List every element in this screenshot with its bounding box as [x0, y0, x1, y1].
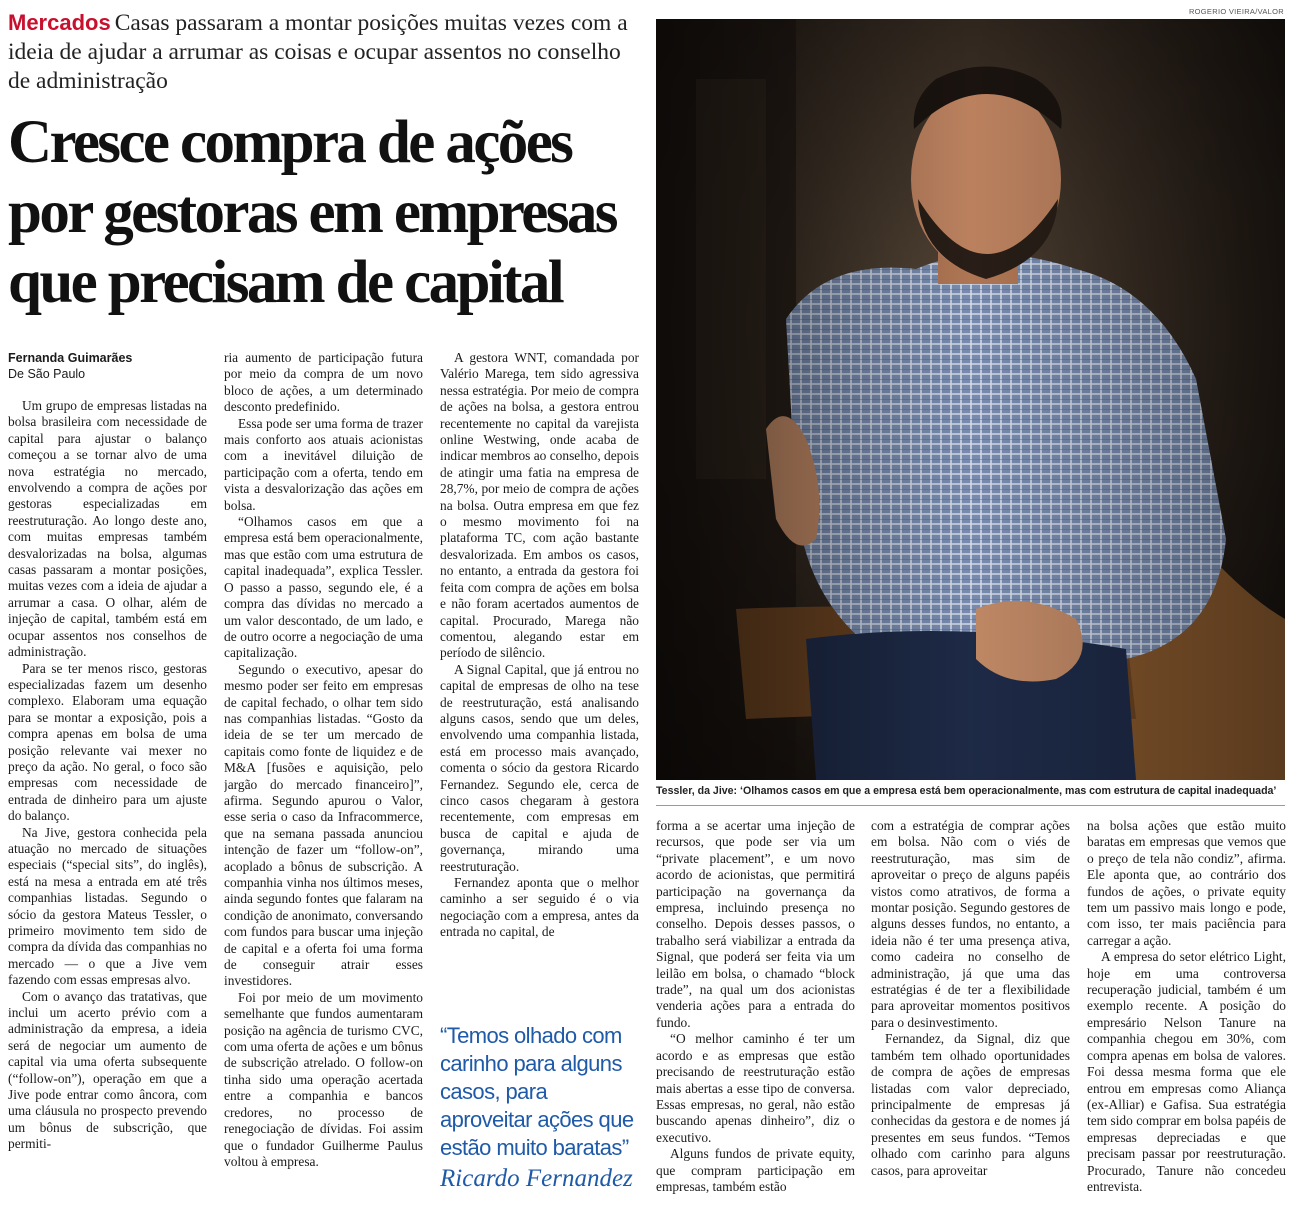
- article-headline: Cresce compra de ações por gestoras em empresas que precisam de capital: [8, 109, 616, 316]
- article-column-3: [440, 350, 639, 1010]
- paragraph: Fernandez, da Signal, diz que também tem olhado oportunidades de compra de ações de empresas listadas com valor depreciado, principalmente de empresas já conhecidas da gestora e de nomes já presentes em seus fundos. “Temos olhado com carinho para alguns casos, para aproveitar: [871, 1031, 1070, 1178]
- pull-quote-author: Ricardo Fernandez: [440, 1165, 633, 1192]
- paragraph: na bolsa ações que estão muito baratas em empresas que vemos que o preço de tela não condiz”, afirma. Ele aponta que, ao contrário dos fundos de ações, o private equity tem um passivo mais longo e pode, com isso, ter mais paciência para carregar a ação.: [1087, 818, 1286, 948]
- kicker-text: Casas passaram a montar posições muitas vezes com a ideia de ajudar a arrumar as coisas e ocupar assentos no conselho de administração: [8, 10, 628, 94]
- paragraph: “O melhor caminho é ter um acordo e as empresas que estão precisando de reestruturação estão mais abertas a esse tipo de conversa. Essas empresas, no geral, não estão buscando apenas dinheiro”, diz o executivo.: [656, 1031, 855, 1145]
- paragraph: Na Jive, gestora conhecida pela atuação no mercado de situações especiais (“special sits”, do inglês), está na mesa a entrada em até três companhias listadas. Segundo o sócio da gestora Mateus Tessler, o primeiro movimento tem sido de compra da dívida das companhias no mercado — o que a Jive vem fazendo com essas empresas alvo.: [8, 824, 207, 988]
- photo-credit: ROGERIO VIEIRA/VALOR: [1188, 7, 1284, 16]
- paragraph: Alguns fundos de private equity, que compram participação em empresas, também estão: [656, 1146, 855, 1194]
- article-column-4: [656, 818, 855, 1210]
- caption-divider: [656, 805, 1285, 806]
- byline-place: De São Paulo: [8, 367, 86, 381]
- article-column-6: [1087, 818, 1286, 1210]
- paragraph: A Signal Capital, que já entrou no capital de empresas de olho na tese de reestruturação, está analisando alguns casos, sendo que um deles, envolvendo uma companhia listada, está em processo mais avançado, comenta o sócio da gestora Ricardo Fernandez. Segundo ele, cerca de cinco casos chegaram à gestora recentemente, com empresas em busca de capital e ajuda de governança, mirando uma reestruturação.: [440, 661, 639, 874]
- byline: [8, 350, 218, 382]
- paragraph: Essa pode ser uma forma de trazer mais conforto aos atuais acionistas com a inevitável diluição de participação com a oferta, tendo em vista a desvalorização das ações em bolsa.: [224, 415, 423, 513]
- byline-author: Fernanda Guimarães: [8, 351, 133, 365]
- pull-quote: [440, 1022, 640, 1194]
- article-column-1: [8, 398, 207, 1210]
- paragraph: Fernandez aponta que o melhor caminho a ser seguido é o via negociação com a empresa, antes da entrada no capital, de: [440, 875, 639, 940]
- paragraph: forma a se acertar uma injeção de recursos, que pode ser via um “private placement”, e um novo acordo de acionistas, que permitirá participação na governança da empresa, incluindo presença no conselho. Depois desses passos, o trabalho será viabilizar a entrada da Signal, que poderá ser feita via um leilão em bolsa, o chamado “block trade”, na qual um dos acionistas venderia ações para a entrada do fundo.: [656, 818, 855, 1030]
- pull-quote-text: “Temos olhado com carinho para alguns casos, para aproveitar ações que estão muito baratas”: [440, 1023, 634, 1160]
- paragraph: Para se ter menos risco, gestoras especializadas fazem um desenho complexo. Elaboram uma equação para se montar a exposição, pois a compra apenas em bolsa de uma posição relevante vai mexer no preço da ação. No geral, o foco são empresas com necessidade de entrada de dinheiro para um ajuste do balanço.: [8, 660, 207, 824]
- paragraph: Segundo o executivo, apesar do mesmo poder ser feito em empresas de capital fechado, o olhar tem sido nas companhias listadas. “Gosto da ideia de se ter um mercado de capitais como fonte de liquidez e de M&A [fusões e aquisição, pelo jargão do mercado financeiro]”, afirma. Segundo apurou o Valor, esse seria o caso da Infracommerce, que na semana passada anunciou intenção de fazer um “follow-on”, acoplado a bônus de subscrição. A companhia vinha nos últimos meses, ainda segundo fontes que falaram na condição de anonimato, conversando com fundos para buscar uma injeção de capital e a oferta foi uma forma de conseguir atrair esses investidores.: [224, 661, 423, 989]
- portrait-photo: [656, 19, 1285, 780]
- paragraph: ria aumento de participação futura por meio da compra de um novo bloco de ações, a um determinado desconto predefinido.: [224, 350, 423, 415]
- paragraph: Com o avanço das tratativas, que inclui um acerto prévio com a administração da empresa, a ideia será de negociar um aumento de capital via uma oferta subsequente (“follow-on”), operação em que a Jive pode entrar como âncora, com uma cláusula no prospecto prevendo um bônus de subscrição, que permiti-: [8, 988, 207, 1152]
- portrait-illustration: [656, 19, 1285, 780]
- paragraph: Um grupo de empresas listadas na bolsa brasileira com necessidade de capital para ajustar o balanço começou a se tornar alvo de uma nova estratégia no mercado, envolvendo a compra de ações por gestoras especializadas em reestruturação. Ao longo deste ano, com muitas empresas também desvalorizadas na bolsa, algumas casas passaram a montar posições, muitas vezes com a ideia de ajudar a arrumar a casa. O olhar, além de injeção de capital, também está em ocupar assentos nos conselhos de administração.: [8, 398, 207, 660]
- section-tag: Mercados: [8, 10, 111, 35]
- article-column-5: [871, 818, 1070, 1210]
- photo-caption: Tessler, da Jive: ‘Olhamos casos em que a empresa está bem operacionalmente, mas com estrutura de capital inadequada’: [656, 785, 1277, 797]
- article-kicker: [8, 8, 643, 96]
- article-column-2: [224, 350, 423, 1210]
- paragraph: com a estratégia de comprar ações em bolsa. Não com o viés de reestruturação, mas sim de aproveitar o preço de alguns papéis vistos como atrativos, de forma a montar posição. Segundo gestores de alguns desses fundos, no entanto, a ideia não é ter uma presença ativa, como cadeira no conselho de administração, já que uma das estratégias é de ter a flexibilidade para aproveitar momentos positivos para o desinvestimento.: [871, 818, 1070, 1030]
- paragraph: “Olhamos casos em que a empresa está bem operacionalmente, mas que estão com uma estrutura de capital inadequada”, explica Tessler. O passo a passo, segundo ele, é a compra das dívidas no mercado a um valor descontado, de um lado, e de outro ocorre a negociação de uma capitalização.: [224, 514, 423, 661]
- paragraph: A empresa do setor elétrico Light, hoje em uma controversa recuperação judicial, também é um exemplo recente. A posição do empresário Nelson Tanure na companhia chegou em 30%, com compra apenas em bolsa de valores. Foi dessa mesma forma que ele entrou em empresas como Aliança (ex-Alliar) e Gafisa. Sua estratégia tem sido comprar em bolsa papéis de empresas depreciadas e que precisam passar por reestruturação. Procurado, Tanure não concedeu entrevista.: [1087, 949, 1286, 1194]
- paragraph: A gestora WNT, comandada por Valério Marega, tem sido agressiva nessa estratégia. Por meio de compra de ações na bolsa, a gestora entrou recentemente no capital da varejista online Westwing, onde acaba de indicar membros ao conselho, depois de atingir uma fatia na empresa de 28,7%, por meio de compra de ações na bolsa. Outra empresa em que fez o mesmo movimento foi na plataforma TC, com ação bastante desvalorizada. Em ambos os casos, no entanto, a entrada da gestora foi feita com compra de ações em bolsa e não foram acertados aumentos de capital. Procurado, Marega não comentou, alegando estar em período de silêncio.: [440, 350, 639, 661]
- paragraph: Foi por meio de um movimento semelhante que fundos aumentaram posição na agência de turismo CVC, com uma oferta de ações e um bônus de subscrição atrelado. O follow-on tinha sido uma operação acertada entre a companhia e bancos credores, no processo de renegociação de dívidas. Foi assim que o fundador Guilherme Paulus voltou à empresa.: [224, 989, 423, 1169]
